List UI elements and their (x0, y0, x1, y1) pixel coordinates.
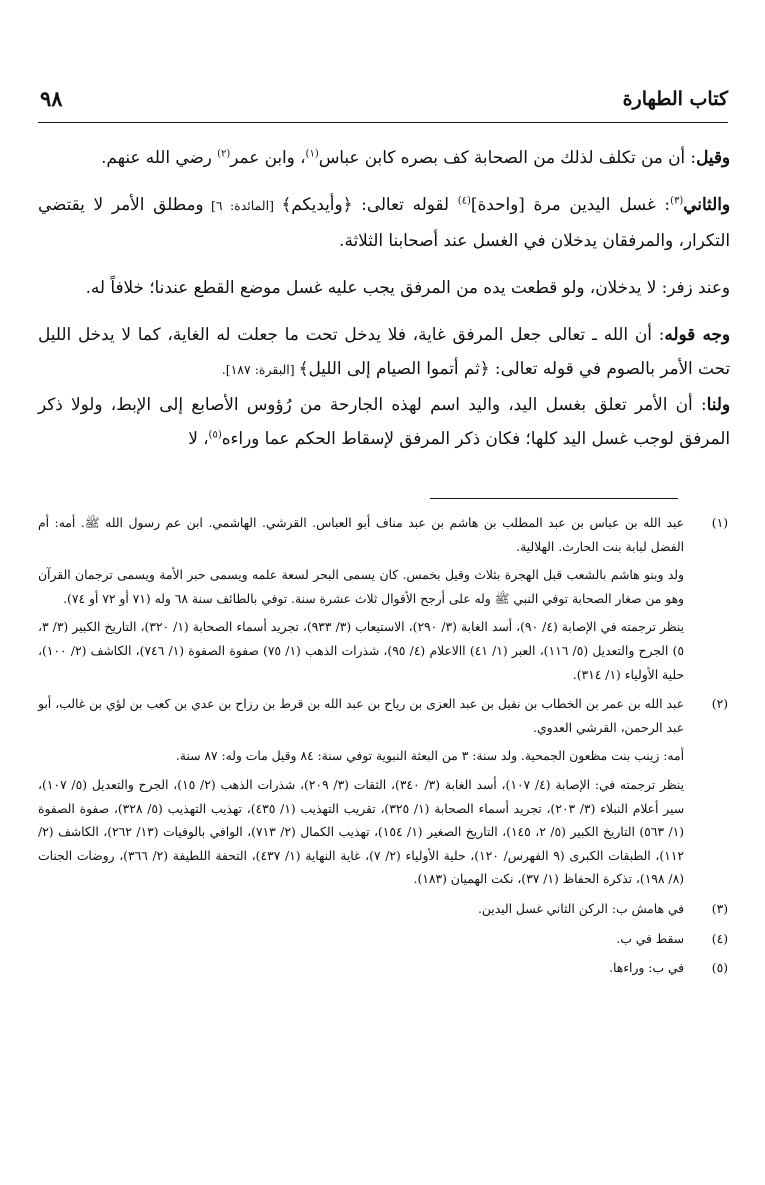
footnote-line: عبد الله بن عباس بن عبد المطلب بن هاشم بن عبد مناف أبو العباس. القرشي. الهاشمي. ابن عم رسول الله ﷺ. أمه: أم الفضل لبابة بنت الحارث. الهلالية. (38, 516, 684, 554)
paragraph-4 (38, 317, 730, 387)
footnote-marker: (١) (305, 148, 319, 160)
footnote-2 (38, 693, 730, 892)
text-run: : أن الله ـ تعالى جعل المرفق غاية، فلا يدخل تحت ما جعلت له الغاية، كما لا يدخل الليل تحت الأمر بالصوم في قوله تعالى: ﴿ثم أتموا الصيام إلى الليل﴾ (38, 324, 730, 378)
page-number: ٩٨ (40, 86, 63, 111)
text-run: ، وابن عمر (230, 147, 306, 167)
page-header (38, 82, 728, 123)
footnote-line: ينظر ترجمته في الإصابة (٤/ ٩٠)، أسد الغابة (٣/ ٢٩٠)، الاستيعاب (٣/ ٩٣٣)، تجريد أسماء الصحابة (١/ ٣٢٠)، التاريخ الكبير (٣/ ٣، ٥) الجرح والتعديل (٥/ ١١٦)، العبر (١/ ٤١) االاعلام (٤/ ٩٥)، شذرات الذهب (١/ ٧٥) صفوة الصفوة (١/ ٧٤٦)، الكاشف (٢/ ١٠٠)، حلية الأولياء (١/ ٣١٤). (38, 620, 684, 682)
main-text (38, 140, 730, 468)
paragraph-lead: وجه قوله (664, 324, 731, 344)
footnotes (38, 512, 730, 987)
footnote-line: عبد الله بن عمر بن الخطاب بن نفيل بن عبد العزى بن رياح بن عبد الله بن قرط بن رزاح بن عدي بن كعب بن لؤي بن غالب، أبو عبد الرحمن، القرشي العدوي. (38, 697, 684, 735)
footnote-line: في هامش ب: الركن الثاني غسل اليدين. (478, 901, 684, 916)
footnote-4 (38, 928, 730, 952)
footnote-1 (38, 512, 730, 687)
paragraph-5 (38, 387, 730, 455)
text-run: رضي الله عنهم. (101, 147, 218, 167)
paragraph-lead: ولنا (706, 394, 730, 414)
footnote-line: سقط في ب. (616, 931, 684, 946)
footnote-number: (٣) (711, 901, 728, 916)
text-run: ، لا (188, 428, 209, 448)
text-run: : أن من تكلف لذلك من الصحابة كف بصره كابن عباس (318, 147, 697, 167)
footnote-number: (٢) (711, 697, 728, 712)
footnote-marker: (٥) (208, 429, 222, 441)
footnote-marker: (٤) (457, 195, 471, 207)
paragraph-3: وعند زفر: لا يدخلان، ولو قطعت يده من المرفق يجب عليه غسل موضع القطع عندنا؛ خلافاً له. (85, 277, 730, 297)
quran-reference: [البقرة: ١٨٧]. (221, 362, 299, 377)
footnote-3 (38, 898, 730, 922)
text-run: ومطلق الأمر لا يقتضي التكرار، والمرفقان يدخلان في الغسل عند أصحابنا الثلاثة. (38, 194, 730, 250)
footnote-marker: (٣) (670, 195, 684, 207)
footnote-divider (430, 498, 678, 499)
quran-reference: [المائدة: ٦] (203, 198, 282, 213)
paragraph-lead: وقيل (696, 147, 730, 167)
footnote-number: (٤) (711, 931, 728, 946)
chapter-title: كتاب الطهارة (622, 88, 728, 110)
paragraph-lead: والثاني (683, 194, 730, 214)
quran-quote: لقوله تعالى: ﴿وأيديكم﴾ (281, 194, 458, 214)
paragraph-2 (38, 187, 730, 257)
footnote-5 (38, 957, 730, 981)
footnote-number: (١) (711, 516, 728, 530)
footnote-line: ينظر ترجمته في: الإصابة (٤/ ١٠٧)، أسد الغابة (٣/ ٣٤٠)، الثقات (٣/ ٢٠٩)، شذرات الذهب (٢/ ١٥)، الجرح والتعديل (٥/ ١٠٧)، سير أعلام النبلاء (٣/ ٢٠٣)، تجريد أسماء الصحابة (١/ ٣٢٥)، تقريب التهذيب (١/ ٤٣٥)، تهذيب التهذيب (٥/ ٣٢٨)، صفوة الصفوة (١/ ٥٦٣) التاريخ الكبير (٥/ ٢، ١٤٥)، التاريخ الصغير (١/ ١٥٤)، تهذيب الكمال (٢/ ٧١٣)، الوافي بالوفيات (١٣/ ٢٦٢)، الكاشف (٢/ ١١٢)، الطبقات الكبرى (٩ الفهرس/ ١٢٠)، حلية الأولياء (٢/ ٧)، غاية النهاية (١/ ٤٣٧)، التحفة اللطيفة (٢/ ٣٦٦)، روضات الجنات (٨/ ١٩٨)، تذكرة الحفاظ (١/ ٣٧)، نكت الهميان (١٨٣). (38, 777, 685, 887)
paragraph-1 (38, 140, 730, 174)
footnote-marker: (٢) (217, 148, 231, 160)
text-run: : أن الأمر تعلق بغسل اليد، واليد اسم لهذه الجارحة من رُؤوس الأصابع إلى الإبط، ولولا ذكر المرفق لوجب غسل اليد كلها؛ فكان ذكر المرفق لإسقاط الحكم عما وراءه (38, 394, 730, 448)
footnote-line: في ب: وراءها. (609, 961, 684, 976)
footnote-number: (٥) (711, 961, 728, 976)
text-run: : غسل اليدين مرة [واحدة] (470, 194, 671, 214)
footnote-line: ولد وبنو هاشم بالشعب قبل الهجرة بثلاث وقيل بخمس. كان يسمى البحر لسعة علمه ويسمى حبر الأمة ويسمى ترجمان القرآن وهو من صغار الصحابة توفي النبي ﷺ وله على أرجح الأقوال ثلاث عشرة سنة. توفي بالطائف سنة ٦٨ وله (٧١ أو ٧٢ أو ٧٤). (38, 568, 684, 606)
footnote-line: أمه: زينب بنت مظعون الجمحية. ولد سنة: ٣ من البعثة النبوية توفي سنة: ٨٤ وقيل مات وله: ٨٧ سنة. (175, 749, 684, 764)
